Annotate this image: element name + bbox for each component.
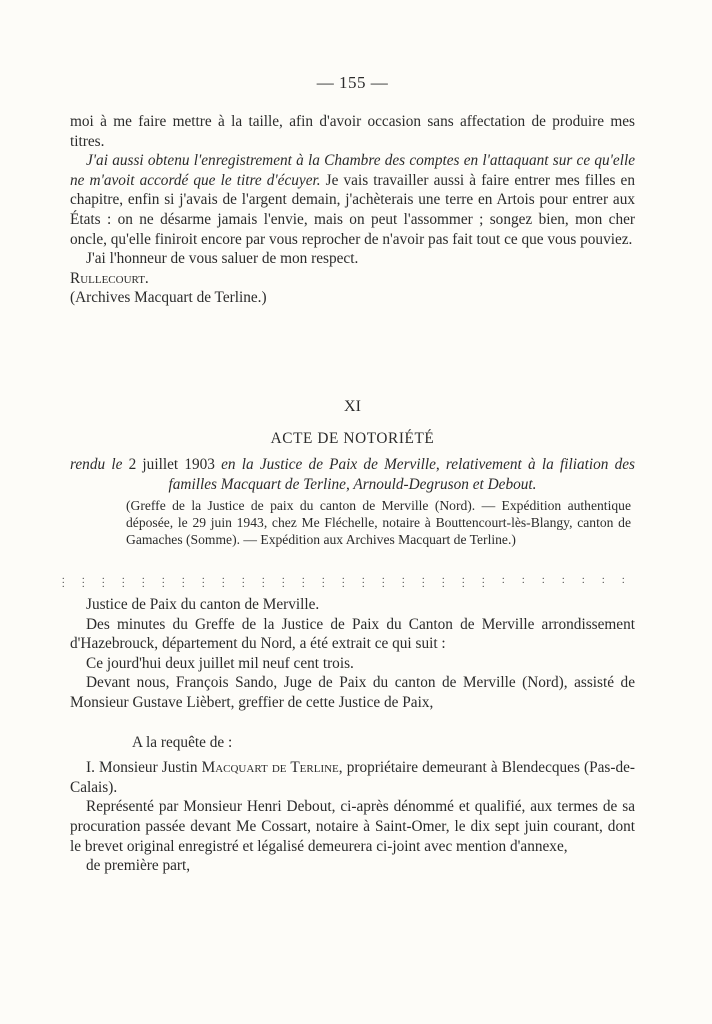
letter-signature: Rullecourt.	[70, 269, 149, 287]
ellipsis-separator: . . . . . . . . . . . . . . . . . . . . . . . . . . . . . . . . . . . . . . . . . . . . . . . . . . . . . . . . . . . . . . . . . . . . . . . . . . . . . . . .	[62, 571, 632, 590]
act-paragraph-5: A la requête de :	[132, 733, 233, 751]
letter-paragraph-2-italic: J'ai aussi obtenu l'enregistrement à la Chambre des comptes en l'attaquant sur ce qu'elle ne m'avoit accordé que le titre d'écuyer.	[70, 152, 635, 189]
requester-name: Macquart de Terline	[201, 759, 339, 777]
act-paragraph-1: Justice de Paix du canton de Merville.	[86, 596, 320, 613]
page-number: — 155 —	[316, 73, 389, 92]
act-paragraph-2: Des minutes du Greffe de la Justice de Paix du Canton de Merville arrondissement d'Hazebrouck, département du Nord, a été extrait ce qui suit :	[70, 615, 635, 653]
section-subtitle: rendu le 2 juillet 1903 en la Justice de Paix de Merville, relativement à la filiation des familles Macquart de Terline, Arnould-Degruson et Debout.	[70, 456, 635, 493]
letter-paragraph-2	[70, 151, 635, 249]
act-paragraph-6: I. Monsieur Justin Macquart de Terline, propriétaire demeurant à Blendecques (Pas-de-Calais).	[70, 759, 635, 796]
letter-body	[70, 112, 635, 308]
section-number: XI	[344, 398, 361, 415]
act-paragraph-3: Ce jourd'hui deux juillet mil neuf cent trois.	[86, 654, 354, 672]
section-title: ACTE DE NOTORIÉTÉ	[270, 430, 435, 447]
section-note: (Greffe de la Justice de paix du canton de Merville (Nord). — Expédition authentique déposée, le 29 juin 1943, chez Me Fléchelle, notaire à Bouttencourt-lès-Blangy, canton de Gamaches (Somme). — Expédition aux Archives Macquart de Terline.)	[126, 498, 631, 547]
letter-paragraph-1: moi à me faire mettre à la taille, afin d'avoir occasion sans affectation de produire mes titres.	[70, 113, 635, 150]
act-paragraph-8: de première part,	[86, 857, 191, 875]
act-paragraph-4: Devant nous, François Sando, Juge de Paix du canton de Merville (Nord), assisté de Monsieur Gustave Lièbert, greffier de cette Justice de Paix,	[70, 674, 635, 711]
letter-source: (Archives Macquart de Terline.)	[70, 289, 267, 307]
act-paragraph-7: Représenté par Monsieur Henri Debout, ci-après dénommé et qualifié, aux termes de sa procuration passée devant Me Cossart, notaire à Saint-Omer, le dix sept juin courant, dont le brevet original enregistré et légalisé demeurera ci-joint avec mention d'annexe,	[70, 798, 635, 855]
letter-paragraph-2-rest: Je vais travailler aussi à faire entrer mes filles en chapitre, enfin si j'avais de l'argent demain, j'achèterais une terre en Artois pour entrer aux États : on ne désarme jamais l'envie, mais on peut l'assommer ; songez bien, mon cher oncle, qu'elle finiroit encore par vous reprocher de n'avoir pas fait tout ce que vous pouviez.	[70, 171, 635, 248]
letter-paragraph-3: J'ai l'honneur de vous saluer de mon respect.	[86, 250, 359, 268]
act-body	[70, 595, 635, 876]
